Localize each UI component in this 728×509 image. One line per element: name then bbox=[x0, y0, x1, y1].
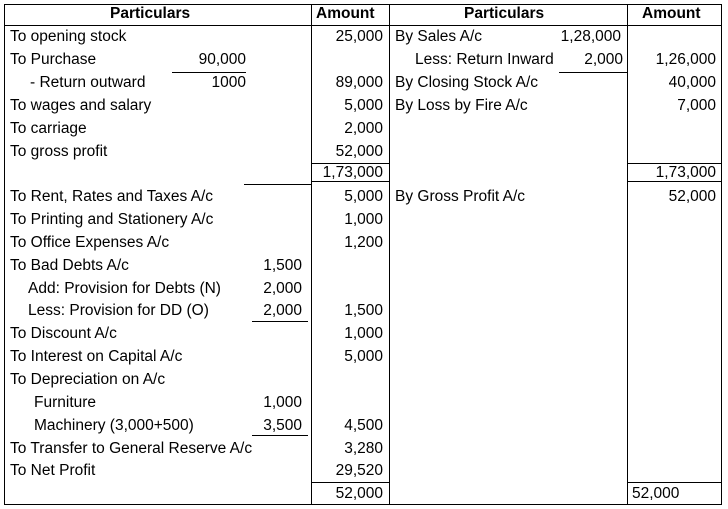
header-divider bbox=[4, 25, 722, 26]
trading-total-right: 1,73,000 bbox=[655, 164, 716, 181]
trading-profit-loss-account bbox=[4, 4, 722, 505]
pl-debit-label: To Office Expenses A/c bbox=[10, 234, 170, 251]
pl-debit-label: Less: Provision for DD (O) bbox=[28, 302, 209, 319]
pl-debit-label: To Rent, Rates and Taxes A/c bbox=[10, 188, 214, 205]
trading-debit-amount: 5,000 bbox=[344, 97, 383, 114]
trading-credit-amount: 40,000 bbox=[668, 74, 716, 91]
header-particulars-left: Particulars bbox=[110, 5, 191, 22]
pl-debit-label: Machinery (3,000+500) bbox=[34, 417, 194, 434]
pl-debit-label: To Transfer to General Reserve A/c bbox=[10, 440, 253, 457]
pl-credit-amount: 52,000 bbox=[668, 188, 716, 205]
trading-credit-label: By Loss by Fire A/c bbox=[395, 97, 528, 114]
bad-debts-sub-underline bbox=[252, 321, 308, 322]
trading-credit-label: By Sales A/c bbox=[395, 28, 483, 45]
trading-credit-label: Less: Return Inward bbox=[415, 51, 554, 68]
pl-total-rule-right bbox=[627, 482, 721, 483]
pl-debit-sub: 3,500 bbox=[263, 417, 302, 434]
trading-credit-sub: 2,000 bbox=[584, 51, 623, 68]
pl-debit-amount: 1,200 bbox=[344, 234, 383, 251]
trading-debit-label: To gross profit bbox=[10, 143, 108, 160]
pl-debit-amount: 3,280 bbox=[344, 440, 383, 457]
pl-debit-amount: 1,000 bbox=[344, 325, 383, 342]
pl-debit-amount: 29,520 bbox=[335, 462, 383, 479]
trading-debit-label: To carriage bbox=[10, 120, 87, 137]
table-border-right bbox=[721, 4, 722, 505]
pl-debit-amount: 1,000 bbox=[344, 211, 383, 228]
trading-credit-amount: 1,26,000 bbox=[655, 51, 716, 68]
trading-debit-amount: 89,000 bbox=[335, 74, 383, 91]
trading-debit-sub: 1000 bbox=[211, 74, 246, 91]
trading-debit-label: To wages and salary bbox=[10, 97, 152, 114]
header-amount-right: Amount bbox=[642, 5, 701, 22]
pl-debit-label: To Bad Debts A/c bbox=[10, 257, 129, 274]
pl-total-right: 52,000 bbox=[632, 485, 680, 502]
pl-debit-label: To Interest on Capital A/c bbox=[10, 348, 183, 365]
pl-debit-label: To Discount A/c bbox=[10, 325, 117, 342]
trading-debit-label: To opening stock bbox=[10, 28, 127, 45]
header-amount-left: Amount bbox=[316, 5, 375, 22]
pl-debit-sub: 1,500 bbox=[263, 257, 302, 274]
trading-debit-amount: 52,000 bbox=[335, 143, 383, 160]
col-divider-1 bbox=[311, 4, 312, 505]
table-border-bottom bbox=[4, 504, 722, 505]
pl-debit-label: Add: Provision for Debts (N) bbox=[28, 280, 221, 297]
underline-separator bbox=[244, 184, 311, 185]
trading-debit-label: To Purchase bbox=[10, 51, 97, 68]
col-divider-3 bbox=[627, 4, 628, 505]
pl-debit-amount: 1,500 bbox=[344, 302, 383, 319]
trading-debit-amount: 25,000 bbox=[335, 28, 383, 45]
pl-debit-amount: 5,000 bbox=[344, 348, 383, 365]
col-divider-2 bbox=[389, 4, 390, 505]
table-border-left bbox=[4, 4, 5, 505]
pl-debit-sub: 2,000 bbox=[263, 280, 302, 297]
pl-debit-sub: 2,000 bbox=[263, 302, 302, 319]
pl-debit-label: To Printing and Stationery A/c bbox=[10, 211, 214, 228]
trading-credit-amount: 7,000 bbox=[677, 97, 716, 114]
pl-debit-amount: 5,000 bbox=[344, 188, 383, 205]
pl-debit-label: Furniture bbox=[34, 394, 97, 411]
pl-debit-label: To Net Profit bbox=[10, 462, 96, 479]
trading-debit-amount: 2,000 bbox=[344, 120, 383, 137]
trading-total-left: 1,73,000 bbox=[322, 164, 383, 181]
pl-total-left: 52,000 bbox=[335, 485, 383, 502]
pl-total-rule-left bbox=[311, 482, 389, 483]
trading-debit-sub: 90,000 bbox=[198, 51, 246, 68]
pl-debit-amount: 4,500 bbox=[344, 417, 383, 434]
header-particulars-right: Particulars bbox=[464, 5, 545, 22]
trading-credit-label: By Closing Stock A/c bbox=[395, 74, 539, 91]
pl-debit-label: To Depreciation on A/c bbox=[10, 371, 166, 388]
trading-debit-label: - Return outward bbox=[30, 74, 146, 91]
pl-debit-sub: 1,000 bbox=[263, 394, 302, 411]
sales-sub-underline bbox=[559, 72, 627, 73]
trading-credit-sub: 1,28,000 bbox=[560, 28, 621, 45]
pl-credit-label: By Gross Profit A/c bbox=[395, 188, 526, 205]
